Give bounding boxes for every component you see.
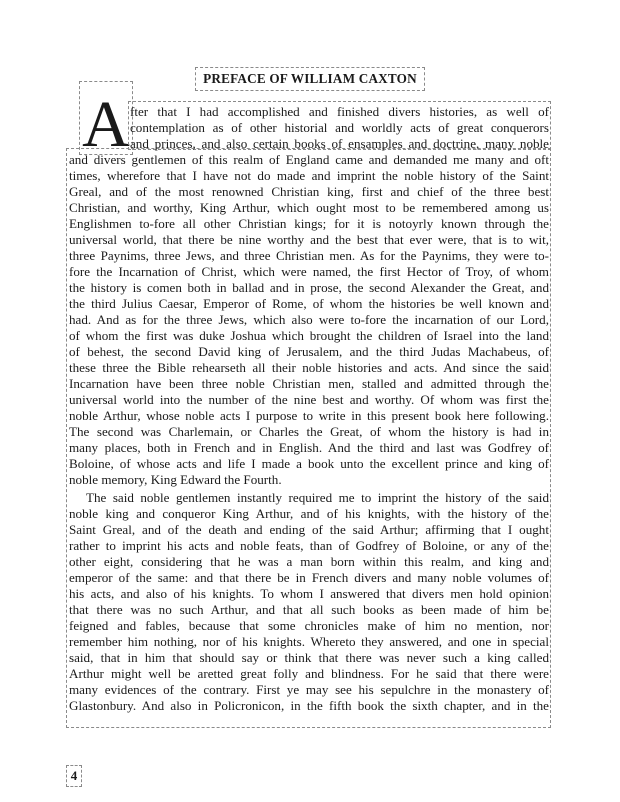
text-line: fter that I had accomplished and finished divers histories, as well of [130,104,549,119]
text-line: times, wherefore that I have not do made and imprint the noble history of the Saint [69,168,549,183]
text-line: these three the Bible rehearseth all their noble histories and acts. And since the said [69,360,549,375]
text-line: that there was no such Arthur, and that all such books as been made of him be [69,602,549,617]
text-line: emperor of the same: and that there be in French divers and many noble volumes of [69,570,549,585]
text-line: The second was Charlemain, or Charles the Great, of whom the history is had in [69,424,549,439]
text-line: Christian, and worthy, King Arthur, which ought most to be remembered among us [69,200,549,215]
text-line: feigned and fables, because that some chronicles make of him no mention, nor [69,618,549,633]
text-line: fore the Incarnation of Christ, which were named, the first Hector of Troy, of whom [69,264,549,279]
text-line: of behest, the second David king of Jerusalem, and the third Judas Machabeus, of [69,344,549,359]
text-line: Greal, and of the most renowned Christian king, first and chief of the three best [69,184,549,199]
text-line: remember him nothing, nor of his knights. Whereto they answered, and one in special [69,634,549,649]
text-line: the history is comen both in ballad and in prose, the second Alexander the Great, and [69,280,549,295]
text-line: his acts, and also of his knights. To whom I answered that divers men hold opinion [69,586,549,601]
text-line: rather to imprint his acts and noble feats, than of Godfrey of Boloine, or any of the [69,538,549,553]
text-line: and princes, and also certain books of ensamples and doctrine, many noble [130,136,549,151]
drop-cap-letter: A [82,88,130,161]
text-line: many places, both in French and in English. And the third and last was Godfrey of [69,440,549,455]
drop-cap [80,82,132,161]
text-line: universal world, that there be nine worthy and the best that ever were, that is to wit, [69,232,549,247]
text-line: many evidences of the contrary. First ye may see his sepulchre in the monastery of [69,682,549,697]
page-number: 4 [67,766,81,786]
text-line: Englishmen to-fore all other Christian kings; for it is notoyrly known through the [69,216,549,231]
text-line: noble Arthur, whose noble acts I purpose to write in this present book here following. [69,408,549,423]
page-title: PREFACE OF WILLIAM CAXTON [196,68,424,90]
text-line: Boloine, of whose acts and life I made a book unto the excellent prince and king of [69,456,549,471]
text-line: noble memory, King Edward the Fourth. [69,472,282,487]
text-line: of whom the first was duke Joshua which brought the children of Israel into the land [69,328,549,343]
text-line: Incarnation have been three noble Christian men, stalled and admitted through the [69,376,549,391]
text-line: and divers gentlemen of this realm of England came and demanded me many and oft [69,152,549,167]
text-line: noble king and conqueror King Arthur, and of his knights, with the history of the [69,506,549,521]
text-line: The said noble gentlemen instantly required me to imprint the history of the said [86,490,549,505]
text-line: contemplation as of other historial and worldly acts of great conquerors [130,120,549,135]
text-line: other eight, considering that he was a man born within this realm, and king and [69,554,549,569]
text-line: the third Julius Caesar, Emperor of Rome, of whom the histories be well known and [69,296,549,311]
text-line: three Paynims, three Jews, and three Christian men. As for the Paynims, they were to- [69,248,549,263]
text-line: Saint Greal, and of the death and ending of the said Arthur; affirming that I ought [69,522,549,537]
text-line: universal world into the number of the nine best and worthy. Of whom was first the [69,392,549,407]
text-line: Arthur might well be aretted great folly and blindness. For he said that there were [69,666,549,681]
text-line: Glastonbury. And also in Policronicon, in the fifth book the sixth chapter, and in the [69,698,549,713]
text-line: said, that in him that should say or think that there was never such a king called [69,650,549,665]
text-line: had. And as for the three Jews, which also were to-fore the incarnation of our Lord, [69,312,549,327]
